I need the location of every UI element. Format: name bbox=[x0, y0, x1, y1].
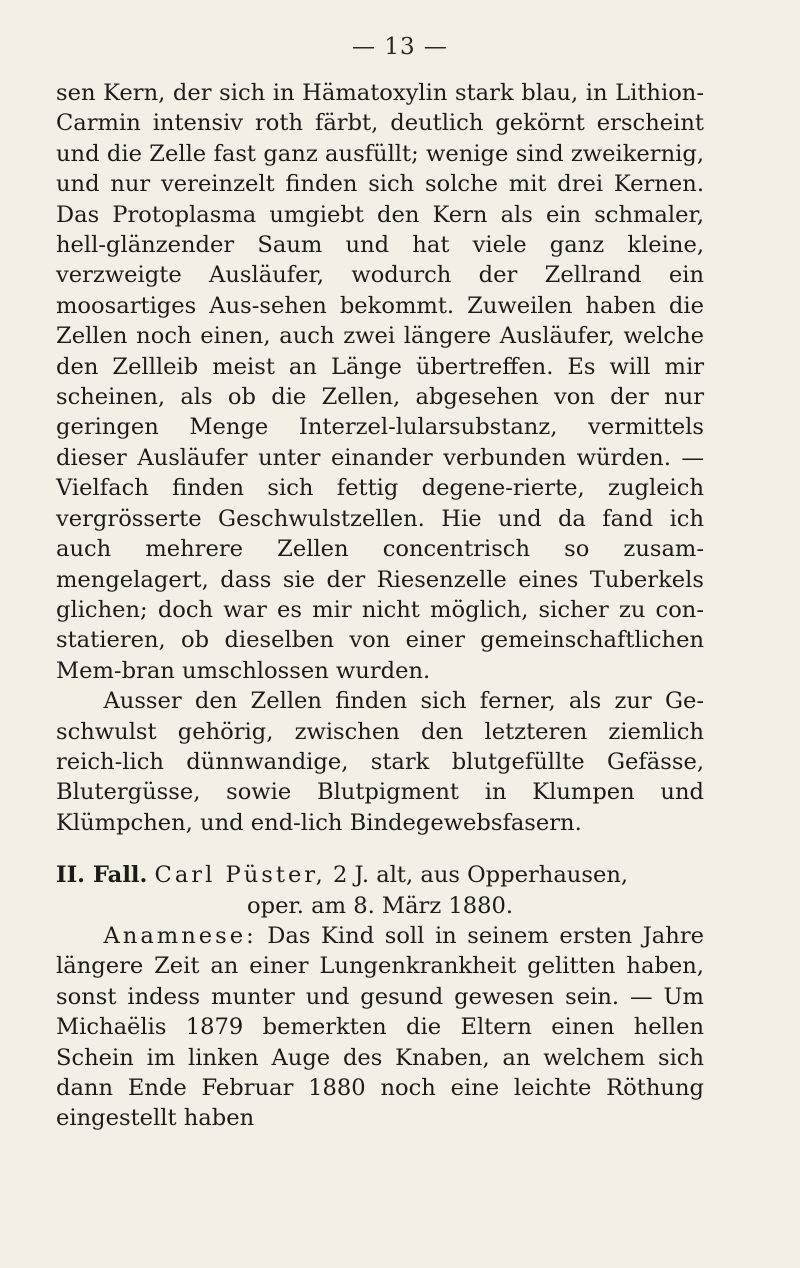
case-label: II. Fall. bbox=[56, 862, 148, 889]
anamnese-label: Anamnese: bbox=[103, 922, 257, 949]
patient-details: 2 J. alt, aus Opperhausen, bbox=[333, 862, 629, 889]
section-gap bbox=[56, 838, 704, 860]
anamnese-paragraph bbox=[56, 921, 704, 1134]
anamnese-text: Das Kind soll in seinem ersten Jahre längere Zeit an einer Lungenkrankheit gelitten haben, sonst indess munter und gesund gewesen sein. — Um Michaëlis 1879 bemerkten die Eltern einen hellen Schein im linken Auge des Knaben, an welchem sich dann Ende Februar 1880 noch eine leichte Röthung eingestellt haben bbox=[56, 922, 705, 1132]
page-number: — 13 — bbox=[352, 34, 448, 60]
patient-name: Carl Püster, bbox=[154, 862, 326, 889]
body-paragraph-1: sen Kern, der sich in Hämatoxylin stark blau, in Lithion-Carmin intensiv roth färbt, deutlich gekörnt erscheint und die Zelle fast ganz ausfüllt; wenige sind zweikernig, und nur vereinzelt finden sich solche mit drei Kernen. Das Protoplasma umgiebt den Kern als ein schmaler, hell-glänzender Saum und hat viele ganz kleine, verzweigte Ausläufer, wodurch der Zellrand ein moosartiges Aus-sehen bekommt. Zuweilen haben die Zellen noch einen, auch zwei längere Ausläufer, welche den Zellleib meist an Länge übertreffen. Es will mir scheinen, als ob die Zellen, abgesehen von der nur geringen Menge Interzel-lularsubstanz, vermittels dieser Ausläufer unter einander verbunden würden. — Vielfach finden sich fettig degene-rierte, zugleich vergrösserte Geschwulstzellen. Hie und da fand ich auch mehrere Zellen concentrisch so zusam-mengelagert, dass sie der Riesenzelle eines Tuberkels glichen; doch war es mir nicht möglich, sicher zu con-statieren, ob dieselben von einer gemeinschaftlichen Mem-bran umschlossen wurden. bbox=[56, 80, 704, 684]
case-heading bbox=[56, 860, 704, 890]
operation-date: oper. am 8. März 1880. bbox=[247, 892, 514, 919]
body-paragraph-2: Ausser den Zellen finden sich ferner, als zur Ge-schwulst gehörig, zwischen den letzteren ziemlich reich-lich dünnwandige, stark blutgefüllte Gefässe, Blutergüsse, sowie Blutpigment in Klumpen und Klümpchen, und end-lich Bindegewebsfasern. bbox=[56, 688, 704, 836]
